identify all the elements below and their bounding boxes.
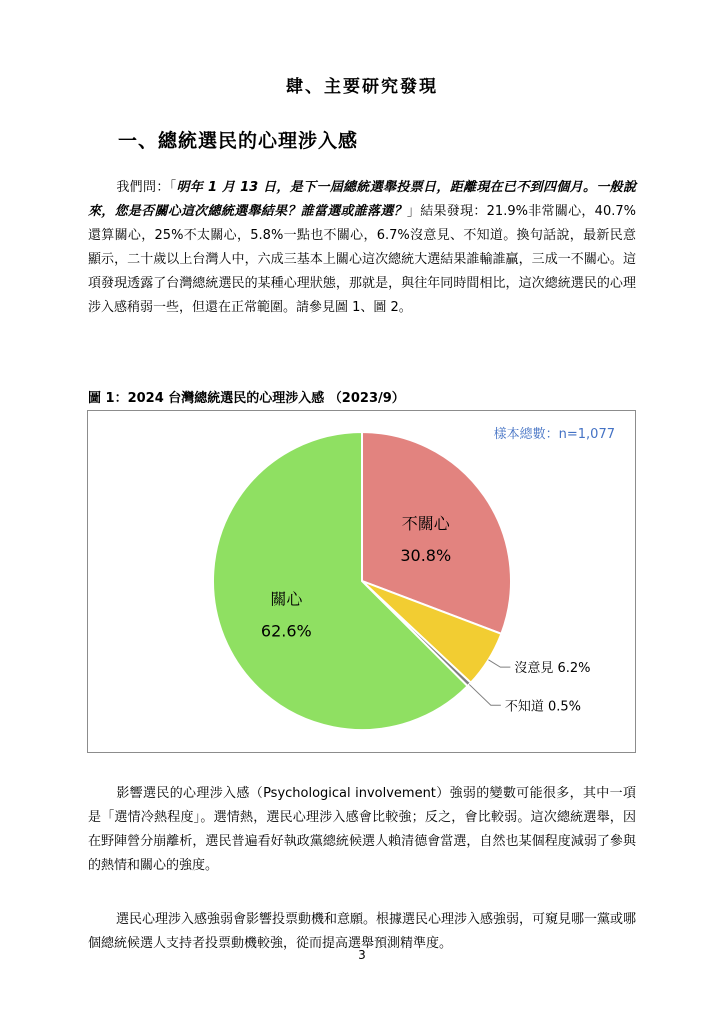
- para1-prefix: 我們問：「: [116, 180, 177, 195]
- para2-text: 影響選民的心理涉入感（Psychological involvement）強弱的變數可能很多，其中一項是「選情冷熱程度」。選情熱，選民心理涉入感會比較強；反之，會比較弱。這次總統選舉，因在野陣營分崩離析，選民普遍看好執政黨總統候選人賴清德會當選，自然也某個程度減弱了參與的熱情和關心的強度。: [88, 786, 636, 873]
- paragraph-2: [88, 782, 636, 878]
- para3-text: 選民心理涉入感強弱會影響投票動機和意願。根據選民心理涉入感強弱，可窺見哪一黨或哪個總統候選人支持者投票動機較強，從而提高選舉預測精準度。: [88, 912, 637, 951]
- slice-label-1: 沒意見 6.2%: [514, 661, 591, 677]
- para1-question: 明年 1 月 13 日，是下一屆總統選舉投票日，距離現在已不到四個月。一般說來，您是否關心這次總統選舉結果？誰當選或誰落選？: [88, 180, 636, 219]
- pie-chart: [88, 411, 635, 752]
- sub-title: 一、總統選民的心理涉入感: [118, 130, 359, 152]
- para1-body: 」結果發現：21.9%非常關心，40.7%還算關心，25%不太關心，5.8%一點也不關心，6.7%沒意見、不知道。換句話說，最新民意顯示，二十歲以上台灣人中，六成三基本上關心這次總統大選結果誰輸誰贏，三成一不關心。這項發現透露了台灣總統選民的某種心理狀態，那就是，與往年同時間相比，這次總統選民的心理涉入感稍弱一些，但還在正常範圍。請參見圖 1、圖 2。: [88, 204, 636, 315]
- slice-value-3: 62.6%: [260, 621, 312, 641]
- slice-label-3: 關心: [270, 589, 303, 609]
- slice-label-2: 不知道 0.5%: [504, 699, 582, 715]
- section-title: 肆、主要研究發現: [286, 77, 438, 97]
- slice-label-0: 不關心: [401, 513, 450, 533]
- leader-line-2: [469, 684, 501, 705]
- leader-line-1: [488, 660, 510, 667]
- pie-chart-frame: [87, 410, 636, 753]
- page-number: 3: [358, 948, 366, 962]
- figure-caption: 圖 1：2024 台灣總統選民的心理涉入感 （2023/9）: [88, 391, 405, 406]
- sample-size-note: 樣本總數：n=1,077: [493, 427, 615, 442]
- slice-value-0: 30.8%: [400, 545, 452, 565]
- paragraph-1: [88, 176, 636, 320]
